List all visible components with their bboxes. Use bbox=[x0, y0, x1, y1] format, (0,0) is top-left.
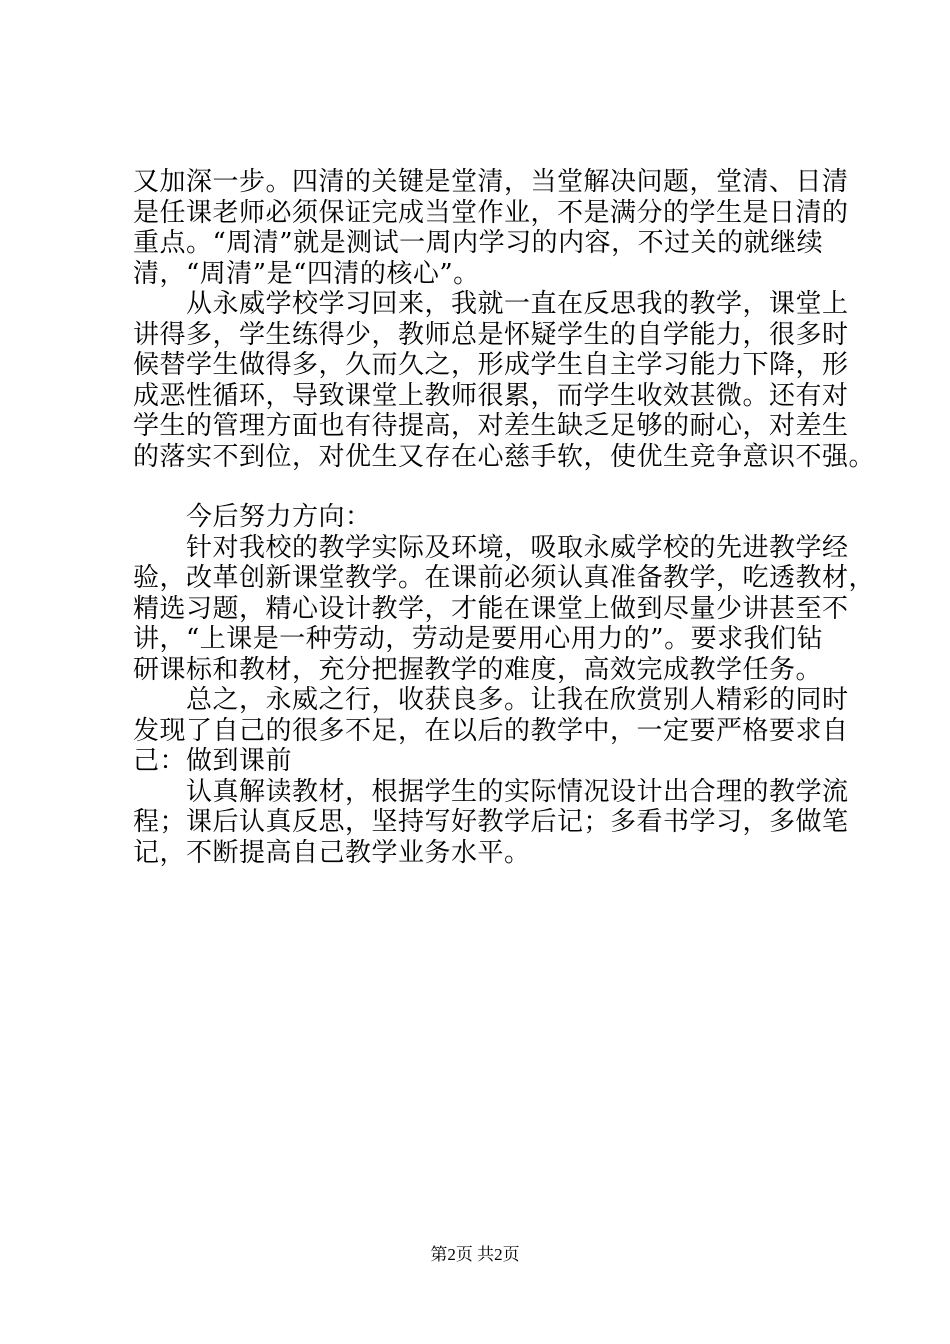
paragraph-4 bbox=[133, 685, 853, 777]
text-line: 清，“周清”是“四清的核心”。 bbox=[133, 258, 480, 289]
text-line: 程；课后认真反思，坚持写好教学后记；多看书学习，多做笔 bbox=[133, 807, 849, 837]
text-line: 从永威学校学习回来，我就一直在反思我的教学，课堂上 bbox=[133, 289, 849, 319]
text-line: 候替学生做得多，久而久之，形成学生自主学习能力下降，形 bbox=[133, 350, 849, 380]
text-line: 总之，永威之行，收获良多。让我在欣赏别人精彩的同时 bbox=[133, 685, 849, 715]
document-body bbox=[133, 167, 876, 868]
text-line: 验，改革创新课堂教学。在课前必须认真准备教学，吃透教材， bbox=[133, 563, 876, 593]
text-line: 己：做到课前 bbox=[133, 746, 293, 776]
text-line: 是任课老师必须保证完成当堂作业，不是满分的学生是日清的 bbox=[133, 197, 849, 228]
page-number-footer: 第2页 共2页 bbox=[430, 1245, 520, 1264]
text-line: 发现了自己的很多不足，在以后的教学中，一定要严格要求自 bbox=[133, 715, 849, 746]
text-line: 认真解读教材，根据学生的实际情况设计出合理的教学流 bbox=[133, 776, 849, 807]
paragraph-1 bbox=[133, 167, 853, 289]
text-line: 精选习题，精心设计教学，才能在课堂上做到尽量少讲甚至不 bbox=[133, 593, 849, 624]
text-line: 记，不断提高自己教学业务水平。 bbox=[133, 837, 531, 868]
paragraph-5 bbox=[133, 777, 853, 869]
paragraph-spacer bbox=[133, 472, 853, 502]
text-line: 的落实不到位，对优生又存在心慈手软，使优生竞争意识不强。 bbox=[133, 441, 876, 472]
text-line: 研课标和教材，充分把握教学的难度，高效完成教学任务。 bbox=[133, 654, 823, 685]
section-heading bbox=[133, 502, 853, 533]
text-line: 又加深一步。四清的关键是堂清，当堂解决问题，堂清、日清 bbox=[133, 167, 849, 197]
text-line: 讲得多，学生练得少，教师总是怀疑学生的自学能力，很多时 bbox=[133, 319, 849, 350]
text-line: 针对我校的教学实际及环境，吸取永威学校的先进教学经 bbox=[133, 532, 849, 563]
text-line: 重点。“周清”就是测试一周内学习的内容，不过关的就继续 bbox=[133, 228, 824, 258]
text-line: 学生的管理方面也有待提高，对差生缺乏足够的耐心，对差生 bbox=[133, 411, 849, 441]
paragraph-2 bbox=[133, 289, 876, 472]
paragraph-3 bbox=[133, 532, 876, 686]
text-line: 成恶性循环，导致课堂上教师很累，而学生收效甚微。还有对 bbox=[133, 380, 849, 411]
text-line: 今后努力方向： bbox=[133, 502, 372, 532]
text-line: 讲，“上课是一种劳动，劳动是要用心用力的”。要求我们钻 bbox=[133, 624, 824, 654]
